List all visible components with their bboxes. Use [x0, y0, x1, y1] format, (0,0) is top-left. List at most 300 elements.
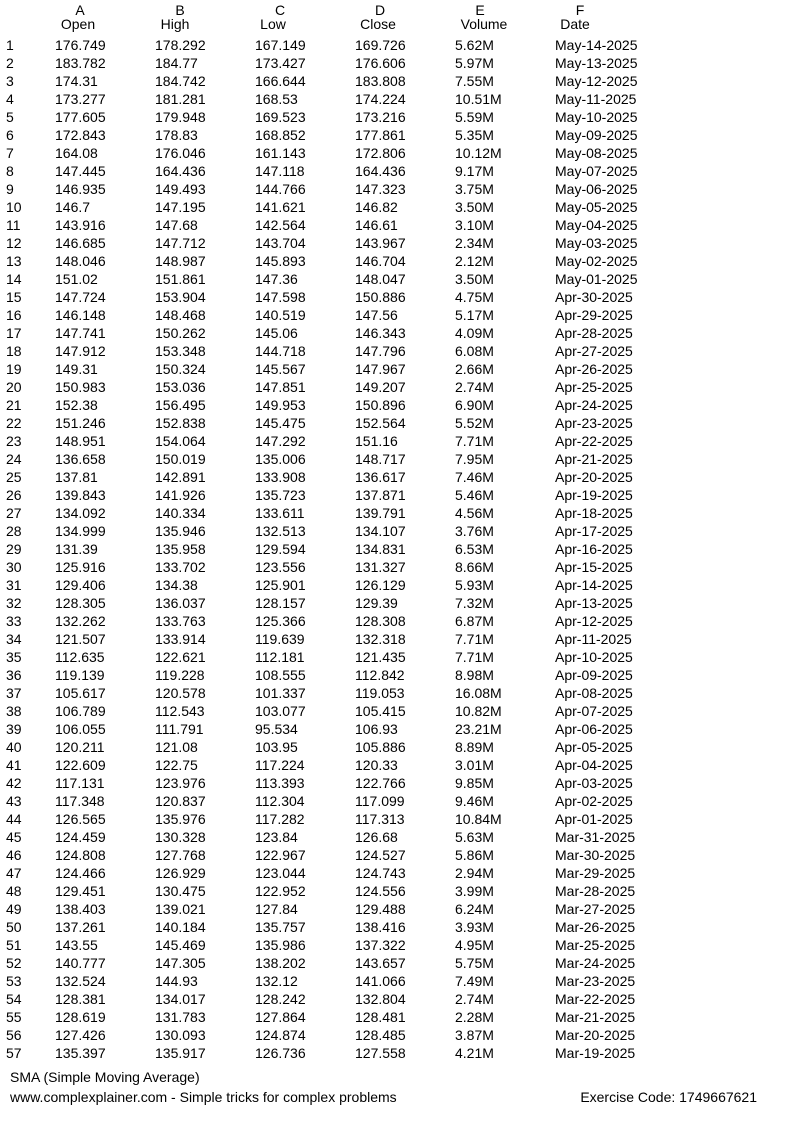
table-row: [0, 486, 794, 504]
cell-close: 120.33: [355, 757, 398, 773]
cell-open: 127.426: [55, 1027, 106, 1043]
cell-close: 150.896: [355, 397, 406, 413]
cell-low: 112.304: [255, 793, 305, 809]
cell-high: 153.348: [155, 343, 206, 359]
row-number: 8: [6, 163, 14, 179]
row-number: 35: [6, 649, 22, 665]
cell-low: 147.292: [255, 433, 306, 449]
table-row: [0, 972, 794, 990]
cell-low: 132.513: [255, 523, 306, 539]
table-row: [0, 90, 794, 108]
table-row: [0, 360, 794, 378]
cell-open: 112.635: [55, 649, 105, 665]
cell-volume: 2.94M: [455, 865, 494, 881]
cell-date: Mar-21-2025: [555, 1009, 636, 1025]
cell-high: 154.064: [155, 433, 206, 449]
cell-high: 147.305: [155, 955, 206, 971]
cell-low: 147.36: [255, 271, 298, 287]
cell-date: Apr-28-2025: [555, 325, 633, 341]
cell-high: 147.712: [155, 235, 206, 251]
cell-open: 124.808: [55, 847, 106, 863]
cell-low: 117.282: [255, 811, 305, 827]
cell-open: 131.39: [55, 541, 98, 557]
cell-high: 135.917: [155, 1045, 206, 1061]
cell-date: Apr-08-2025: [555, 685, 633, 701]
cell-high: 152.838: [155, 415, 206, 431]
column-header-open: Open: [60, 16, 96, 32]
row-number: 26: [6, 487, 22, 503]
table-row: [0, 234, 794, 252]
cell-close: 183.808: [355, 73, 406, 89]
cell-close: 146.343: [355, 325, 406, 341]
exercise-code: Exercise Code: 1749667621: [580, 1089, 757, 1105]
cell-high: 151.861: [155, 271, 206, 287]
row-number: 27: [6, 505, 22, 521]
cell-date: Apr-29-2025: [555, 307, 633, 323]
row-number: 48: [6, 883, 22, 899]
cell-open: 143.55: [55, 937, 98, 953]
cell-volume: 7.46M: [455, 469, 494, 485]
cell-low: 140.519: [255, 307, 306, 323]
cell-low: 129.594: [255, 541, 306, 557]
row-number: 43: [6, 793, 22, 809]
row-number: 9: [6, 181, 14, 197]
cell-low: 113.393: [255, 775, 305, 791]
cell-low: 135.757: [255, 919, 306, 935]
cell-open: 137.81: [55, 469, 98, 485]
cell-volume: 4.09M: [455, 325, 494, 341]
table-row: [0, 216, 794, 234]
table-row: [0, 162, 794, 180]
cell-high: 136.037: [155, 595, 206, 611]
table-row: [0, 252, 794, 270]
cell-low: 141.621: [255, 199, 306, 215]
row-number: 31: [6, 577, 22, 593]
cell-close: 164.436: [355, 163, 406, 179]
cell-date: Mar-25-2025: [555, 937, 636, 953]
cell-date: Mar-29-2025: [555, 865, 636, 881]
cell-low: 124.874: [255, 1027, 306, 1043]
cell-close: 126.68: [355, 829, 398, 845]
cell-high: 148.987: [155, 253, 206, 269]
row-number: 40: [6, 739, 22, 755]
column-header-low: Low: [260, 16, 286, 32]
cell-open: 143.916: [55, 217, 106, 233]
table-row: [0, 846, 794, 864]
cell-volume: 10.82M: [455, 703, 502, 719]
table-row: [0, 738, 794, 756]
column-letter-b: B: [175, 2, 185, 18]
row-number: 46: [6, 847, 22, 863]
cell-volume: 7.55M: [455, 73, 494, 89]
cell-close: 124.527: [355, 847, 406, 863]
cell-close: 131.327: [355, 559, 406, 575]
cell-date: Apr-10-2025: [555, 649, 633, 665]
cell-date: Mar-26-2025: [555, 919, 636, 935]
cell-open: 124.466: [55, 865, 106, 881]
table-row: [0, 594, 794, 612]
cell-open: 117.131: [55, 775, 105, 791]
cell-open: 134.092: [55, 505, 106, 521]
cell-low: 126.736: [255, 1045, 306, 1061]
cell-high: 164.436: [155, 163, 206, 179]
cell-volume: 3.87M: [455, 1027, 494, 1043]
cell-date: Apr-14-2025: [555, 577, 633, 593]
row-number: 14: [6, 271, 22, 287]
cell-close: 150.886: [355, 289, 406, 305]
column-letter-f: F: [575, 2, 585, 18]
table-row: [0, 126, 794, 144]
cell-high: 135.976: [155, 811, 206, 827]
table-row: [0, 288, 794, 306]
table-row: [0, 180, 794, 198]
cell-date: Apr-06-2025: [555, 721, 633, 737]
table-row: [0, 756, 794, 774]
cell-date: May-07-2025: [555, 163, 638, 179]
table-row: [0, 576, 794, 594]
cell-high: 122.621: [155, 649, 206, 665]
cell-close: 132.804: [355, 991, 406, 1007]
row-number: 38: [6, 703, 22, 719]
row-number: 15: [6, 289, 22, 305]
cell-high: 134.38: [155, 577, 198, 593]
cell-open: 151.02: [55, 271, 98, 287]
table-row: [0, 648, 794, 666]
cell-high: 149.493: [155, 181, 206, 197]
cell-low: 145.06: [255, 325, 298, 341]
cell-volume: 5.93M: [455, 577, 494, 593]
cell-high: 135.958: [155, 541, 206, 557]
cell-low: 101.337: [255, 685, 306, 701]
table-row: [0, 72, 794, 90]
cell-low: 128.242: [255, 991, 306, 1007]
cell-date: Apr-26-2025: [555, 361, 633, 377]
cell-open: 136.658: [55, 451, 106, 467]
table-row: [0, 1008, 794, 1026]
cell-low: 143.704: [255, 235, 306, 251]
table-row: [0, 198, 794, 216]
row-number: 32: [6, 595, 22, 611]
cell-volume: 7.71M: [455, 649, 494, 665]
cell-volume: 6.87M: [455, 613, 494, 629]
data-rows: [0, 36, 794, 1062]
cell-open: 134.999: [55, 523, 106, 539]
cell-date: May-08-2025: [555, 145, 638, 161]
cell-volume: 6.90M: [455, 397, 494, 413]
cell-close: 147.796: [355, 343, 406, 359]
cell-open: 132.262: [55, 613, 106, 629]
row-number: 10: [6, 199, 22, 215]
cell-open: 122.609: [55, 757, 106, 773]
row-number: 41: [6, 757, 22, 773]
table-row: [0, 504, 794, 522]
cell-volume: 23.21M: [455, 721, 502, 737]
row-number: 6: [6, 127, 14, 143]
cell-volume: 5.35M: [455, 127, 494, 143]
row-number: 39: [6, 721, 22, 737]
cell-volume: 4.56M: [455, 505, 494, 521]
row-number: 25: [6, 469, 22, 485]
cell-low: 147.118: [255, 163, 305, 179]
table-row: [0, 1044, 794, 1062]
table-row: [0, 144, 794, 162]
cell-close: 136.617: [355, 469, 406, 485]
cell-date: Mar-24-2025: [555, 955, 636, 971]
table-row: [0, 414, 794, 432]
cell-date: May-06-2025: [555, 181, 638, 197]
cell-close: 119.053: [355, 685, 405, 701]
cell-date: Mar-20-2025: [555, 1027, 636, 1043]
cell-volume: 7.71M: [455, 631, 494, 647]
column-header-volume: Volume: [460, 16, 508, 32]
cell-close: 147.323: [355, 181, 406, 197]
cell-high: 148.468: [155, 307, 206, 323]
cell-close: 128.481: [355, 1009, 406, 1025]
row-number: 56: [6, 1027, 22, 1043]
cell-volume: 8.66M: [455, 559, 494, 575]
cell-low: 127.864: [255, 1009, 306, 1025]
row-number: 19: [6, 361, 22, 377]
cell-close: 148.047: [355, 271, 406, 287]
cell-open: 183.782: [55, 55, 106, 71]
cell-open: 172.843: [55, 127, 106, 143]
cell-date: Mar-19-2025: [555, 1045, 636, 1061]
cell-low: 166.644: [255, 73, 306, 89]
cell-date: May-09-2025: [555, 127, 638, 143]
row-number: 28: [6, 523, 22, 539]
cell-close: 174.224: [355, 91, 406, 107]
cell-close: 112.842: [355, 667, 405, 683]
cell-date: May-01-2025: [555, 271, 638, 287]
cell-open: 132.524: [55, 973, 106, 989]
cell-low: 123.84: [255, 829, 298, 845]
cell-high: 140.184: [155, 919, 206, 935]
row-number: 51: [6, 937, 22, 953]
cell-close: 143.967: [355, 235, 406, 251]
row-number: 16: [6, 307, 22, 323]
column-letter-a: A: [75, 2, 85, 18]
cell-open: 147.445: [55, 163, 106, 179]
cell-close: 134.107: [355, 523, 406, 539]
table-row: [0, 1026, 794, 1044]
cell-open: 139.843: [55, 487, 106, 503]
table-row: [0, 270, 794, 288]
cell-date: May-05-2025: [555, 199, 638, 215]
cell-date: Apr-19-2025: [555, 487, 633, 503]
cell-date: Apr-30-2025: [555, 289, 633, 305]
cell-low: 112.181: [255, 649, 305, 665]
table-row: [0, 522, 794, 540]
cell-volume: 7.49M: [455, 973, 494, 989]
cell-high: 150.324: [155, 361, 206, 377]
cell-date: Mar-23-2025: [555, 973, 636, 989]
cell-low: 145.475: [255, 415, 306, 431]
cell-close: 176.606: [355, 55, 406, 71]
cell-close: 122.766: [355, 775, 406, 791]
cell-low: 144.718: [255, 343, 306, 359]
cell-low: 135.723: [255, 487, 306, 503]
cell-high: 130.093: [155, 1027, 206, 1043]
column-header-close: Close: [360, 16, 396, 32]
cell-close: 146.704: [355, 253, 406, 269]
cell-high: 179.948: [155, 109, 206, 125]
table-row: [0, 378, 794, 396]
row-number: 2: [6, 55, 14, 71]
cell-volume: 6.53M: [455, 541, 494, 557]
cell-date: Apr-21-2025: [555, 451, 633, 467]
cell-low: 142.564: [255, 217, 306, 233]
cell-date: Apr-12-2025: [555, 613, 633, 629]
cell-volume: 3.76M: [455, 523, 494, 539]
cell-open: 124.459: [55, 829, 106, 845]
row-number: 33: [6, 613, 22, 629]
cell-volume: 2.34M: [455, 235, 494, 251]
cell-close: 172.806: [355, 145, 406, 161]
cell-volume: 10.84M: [455, 811, 502, 827]
cell-open: 174.31: [55, 73, 98, 89]
cell-date: May-14-2025: [555, 37, 638, 53]
table-row: [0, 432, 794, 450]
row-number: 44: [6, 811, 22, 827]
row-number: 52: [6, 955, 22, 971]
cell-close: 137.322: [355, 937, 406, 953]
cell-low: 168.852: [255, 127, 306, 143]
row-number: 17: [6, 325, 22, 341]
cell-close: 129.488: [355, 901, 406, 917]
table-row: [0, 108, 794, 126]
cell-volume: 7.95M: [455, 451, 494, 467]
cell-volume: 2.74M: [455, 379, 494, 395]
cell-open: 135.397: [55, 1045, 106, 1061]
cell-date: Mar-31-2025: [555, 829, 636, 845]
cell-open: 138.403: [55, 901, 106, 917]
row-number: 1: [6, 37, 14, 53]
table-row: [0, 828, 794, 846]
cell-volume: 5.59M: [455, 109, 494, 125]
cell-high: 156.495: [155, 397, 206, 413]
cell-low: 145.893: [255, 253, 306, 269]
cell-open: 177.605: [55, 109, 106, 125]
cell-volume: 2.28M: [455, 1009, 494, 1025]
cell-low: 147.851: [255, 379, 306, 395]
cell-low: 168.53: [255, 91, 298, 107]
cell-high: 140.334: [155, 505, 206, 521]
cell-date: Apr-25-2025: [555, 379, 633, 395]
row-number: 7: [6, 145, 14, 161]
table-row: [0, 306, 794, 324]
row-number: 55: [6, 1009, 22, 1025]
table-row: [0, 702, 794, 720]
cell-open: 125.916: [55, 559, 106, 575]
table-row: [0, 684, 794, 702]
cell-open: 129.406: [55, 577, 106, 593]
row-number: 13: [6, 253, 22, 269]
cell-date: Apr-24-2025: [555, 397, 633, 413]
cell-close: 126.129: [355, 577, 406, 593]
cell-high: 141.926: [155, 487, 206, 503]
table-row: [0, 882, 794, 900]
cell-date: Apr-16-2025: [555, 541, 633, 557]
cell-high: 150.262: [155, 325, 206, 341]
cell-volume: 5.86M: [455, 847, 494, 863]
cell-high: 130.328: [155, 829, 206, 845]
table-row: [0, 630, 794, 648]
cell-high: 121.08: [155, 739, 198, 755]
cell-volume: 4.21M: [455, 1045, 494, 1061]
cell-volume: 9.85M: [455, 775, 494, 791]
row-number: 24: [6, 451, 22, 467]
cell-date: Apr-02-2025: [555, 793, 633, 809]
row-number: 23: [6, 433, 22, 449]
cell-volume: 4.75M: [455, 289, 494, 305]
cell-high: 153.904: [155, 289, 206, 305]
row-number: 4: [6, 91, 14, 107]
cell-open: 129.451: [55, 883, 106, 899]
table-row: [0, 666, 794, 684]
cell-low: 149.953: [255, 397, 306, 413]
cell-close: 128.485: [355, 1027, 406, 1043]
cell-close: 139.791: [355, 505, 406, 521]
cell-low: 167.149: [255, 37, 306, 53]
cell-volume: 5.97M: [455, 55, 494, 71]
row-number: 45: [6, 829, 22, 845]
cell-date: Apr-20-2025: [555, 469, 633, 485]
cell-high: 133.763: [155, 613, 206, 629]
cell-date: Apr-15-2025: [555, 559, 633, 575]
row-number: 54: [6, 991, 22, 1007]
table-row: [0, 36, 794, 54]
cell-low: 123.556: [255, 559, 306, 575]
column-header-row: [0, 15, 794, 33]
cell-close: 151.16: [355, 433, 398, 449]
row-number: 53: [6, 973, 22, 989]
cell-date: Apr-04-2025: [555, 757, 633, 773]
cell-open: 148.951: [55, 433, 106, 449]
cell-open: 147.724: [55, 289, 106, 305]
cell-volume: 10.12M: [455, 145, 502, 161]
cell-high: 120.578: [155, 685, 206, 701]
cell-low: 125.901: [255, 577, 306, 593]
cell-close: 137.871: [355, 487, 406, 503]
cell-volume: 3.50M: [455, 271, 494, 287]
cell-open: 150.983: [55, 379, 106, 395]
cell-close: 117.099: [355, 793, 405, 809]
cell-date: Apr-07-2025: [555, 703, 633, 719]
cell-high: 144.93: [155, 973, 198, 989]
table-row: [0, 810, 794, 828]
cell-close: 134.831: [355, 541, 406, 557]
cell-high: 176.046: [155, 145, 206, 161]
table-row: [0, 864, 794, 882]
cell-volume: 3.93M: [455, 919, 494, 935]
cell-low: 147.598: [255, 289, 306, 305]
table-row: [0, 720, 794, 738]
table-row: [0, 468, 794, 486]
cell-high: 153.036: [155, 379, 206, 395]
cell-open: 152.38: [55, 397, 98, 413]
cell-low: 145.567: [255, 361, 306, 377]
cell-close: 146.82: [355, 199, 398, 215]
table-row: [0, 450, 794, 468]
cell-volume: 5.63M: [455, 829, 494, 845]
cell-high: 150.019: [155, 451, 206, 467]
row-number: 18: [6, 343, 22, 359]
cell-close: 106.93: [355, 721, 398, 737]
footer-site: www.complexplainer.com - Simple tricks for complex problems: [10, 1089, 397, 1105]
cell-open: 128.305: [55, 595, 106, 611]
cell-high: 131.783: [155, 1009, 206, 1025]
column-letter-e: E: [475, 2, 485, 18]
